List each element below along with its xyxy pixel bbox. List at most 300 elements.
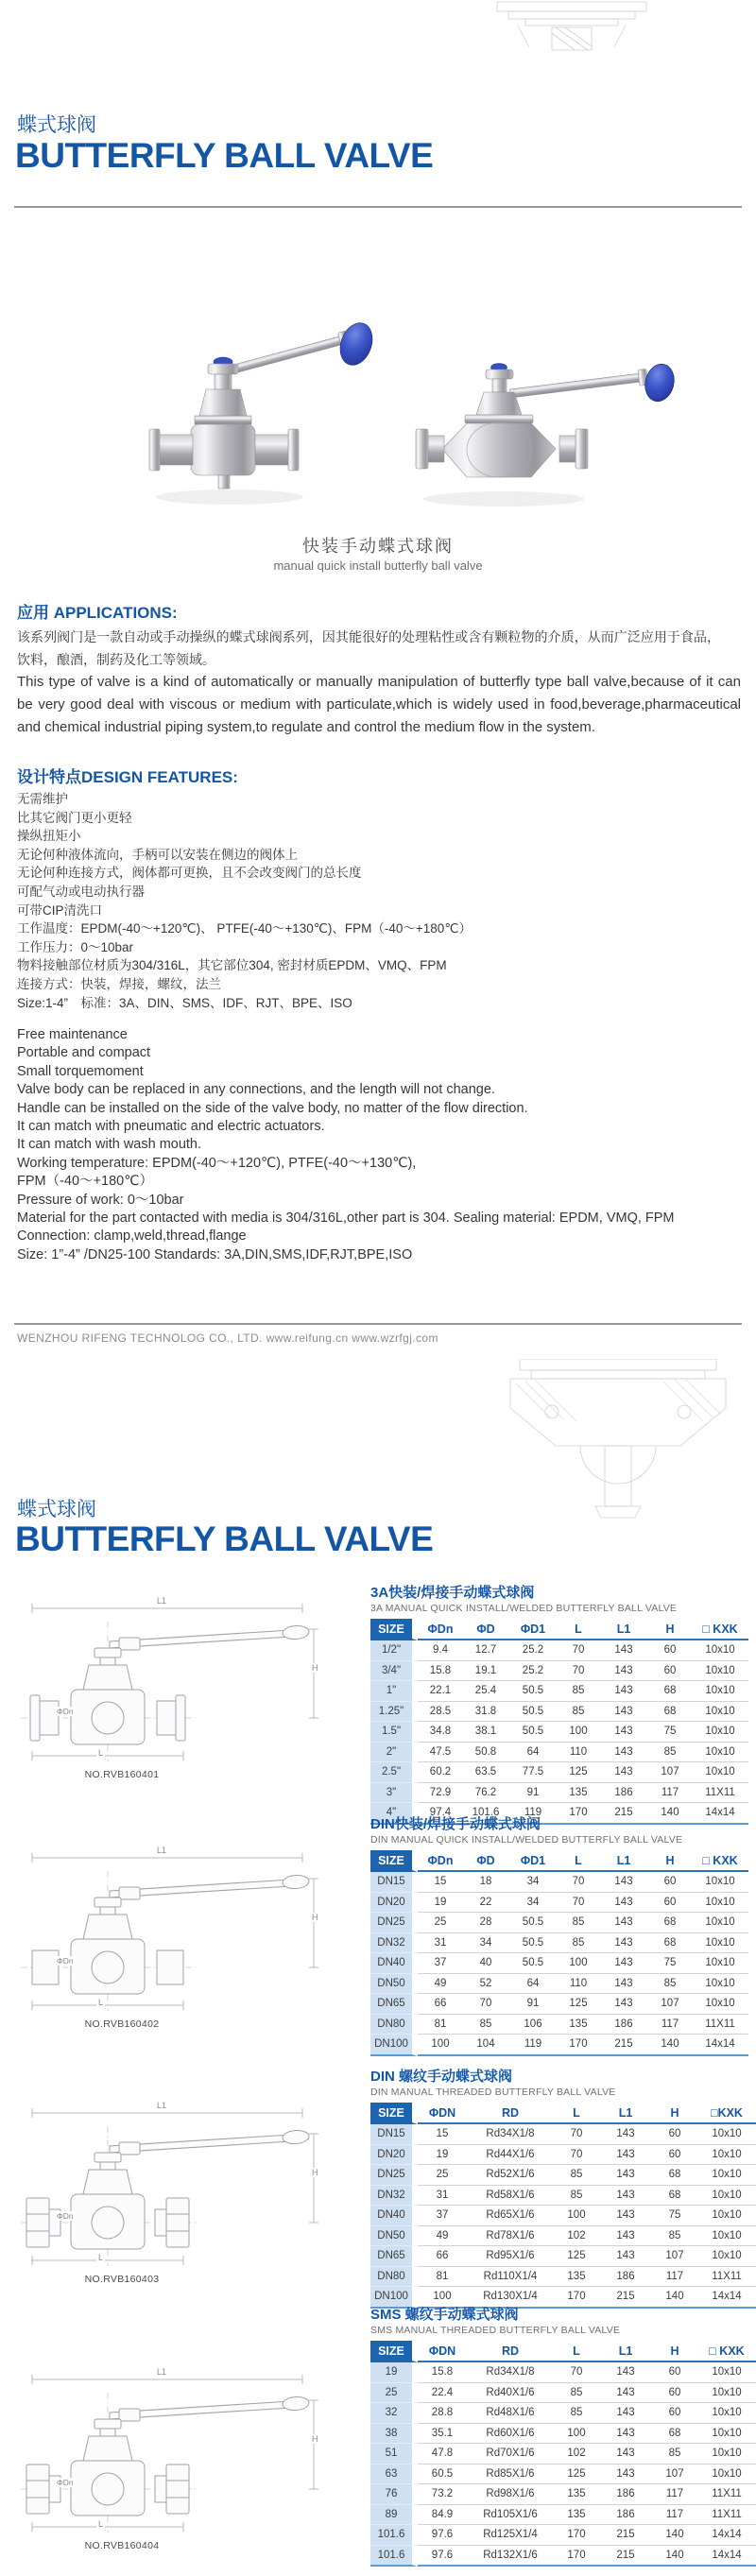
column-header: L1	[599, 1619, 648, 1640]
table-cell: 85	[463, 2015, 508, 2035]
feature-line: Free maintenance	[17, 1027, 128, 1042]
table-cell: 107	[648, 1994, 692, 2015]
table-cell: 14x14	[697, 2546, 756, 2567]
table-cell: 28.5	[418, 1702, 463, 1723]
table-block-din-clamp	[370, 1815, 756, 2056]
page2-title-en: BUTTERFLY BALL VALVE	[15, 1520, 434, 1558]
table-cell: 34.8	[418, 1722, 463, 1743]
feature-line: Size: 1”-4” /DN25-100 Standards: 3A,DIN,SMS,IDF,RJT,BPE,ISO	[17, 1246, 413, 1262]
valve-drawing-weld	[13, 1848, 325, 2015]
table-cell: 70	[558, 1640, 599, 1661]
table-cell: Rd70X1/6	[467, 2444, 554, 2464]
table-cell: 143	[599, 2124, 652, 2145]
table-cell: Rd44X1/6	[467, 2145, 554, 2166]
table-cell: DN65	[370, 1994, 418, 2015]
table-cell: 85	[558, 1933, 599, 1954]
table-cell: 215	[599, 2546, 652, 2567]
table-row	[370, 2444, 756, 2464]
table-cell: 143	[599, 1640, 648, 1661]
table-cell: 10x10	[692, 1953, 748, 1974]
table-cell: 10x10	[697, 2186, 756, 2207]
table-cell: 2"	[370, 1743, 418, 1763]
table-row	[370, 2525, 756, 2546]
table-cell: 135	[554, 2267, 599, 2288]
table-cell: 89	[370, 2505, 418, 2526]
table-cell: 125	[554, 2246, 599, 2267]
cad-drawing-fragment-page2	[493, 1359, 744, 1520]
table-cell: 47.8	[418, 2444, 467, 2464]
table-cell: 34	[463, 1933, 508, 1954]
table-cell: 170	[554, 2525, 599, 2546]
table-cell: 117	[652, 2484, 697, 2505]
table-block-3a	[370, 1584, 756, 1825]
table-cell: 14x14	[697, 2525, 756, 2546]
technical-drawing-3	[13, 2101, 327, 2293]
table-row	[370, 1994, 748, 2015]
table-cell: 22.1	[418, 1681, 463, 1702]
feature-line: Small torquemoment	[17, 1063, 144, 1079]
table-cell: 60	[648, 1893, 692, 1914]
table-cell: 10x10	[697, 2444, 756, 2464]
column-header: L1	[599, 2341, 652, 2362]
table-cell: 143	[599, 2226, 652, 2247]
feature-line: It can match with pneumatic and electric actuators.	[17, 1119, 325, 1135]
table-cell: 14x14	[692, 1803, 748, 1825]
column-header: SIZE	[370, 1619, 418, 1640]
table-row	[370, 2505, 756, 2526]
table-cell: 100	[558, 1953, 599, 1974]
table-cell: DN40	[370, 1953, 418, 1974]
column-header: H	[648, 1619, 692, 1640]
table-cell: DN50	[370, 1974, 418, 1995]
table-cell: Rd105X1/6	[467, 2505, 554, 2526]
table-cell: 119	[508, 1803, 558, 1825]
table-cell: 18	[463, 1872, 508, 1893]
feature-line: 工作压力：0～10bar	[17, 939, 134, 954]
column-header: RD	[467, 2103, 554, 2124]
table-cell: 68	[648, 1681, 692, 1702]
table-cell: Rd130X1/4	[467, 2287, 554, 2309]
table-cell: 125	[558, 1762, 599, 1783]
table-row	[370, 2206, 756, 2226]
table-cell: Rd34X1/8	[467, 2362, 554, 2383]
column-header: H	[648, 1850, 692, 1872]
table-cell: 186	[599, 2484, 652, 2505]
table-cell: DN20	[370, 1893, 418, 1914]
table-cell: 215	[599, 1803, 648, 1825]
table-cell: 19	[370, 2362, 418, 2383]
table-cell: Rd58X1/6	[467, 2186, 554, 2207]
table-cell: 35.1	[418, 2424, 467, 2445]
spec-table-din-clamp	[370, 1850, 756, 2056]
table-cell: 70	[558, 1872, 599, 1893]
table-cell: 110	[558, 1974, 599, 1995]
table-cell: 143	[599, 1933, 648, 1954]
table-cell: 11X11	[692, 1783, 748, 1804]
table-row	[370, 1681, 748, 1702]
column-header: ΦDn	[418, 1850, 463, 1872]
column-header: ΦD	[463, 1850, 508, 1872]
table-cell: 107	[652, 2464, 697, 2485]
table-cell: 49	[418, 2226, 467, 2247]
table-row	[370, 2464, 756, 2485]
table-cell: 170	[558, 1803, 599, 1825]
table-cell: 63.5	[463, 1762, 508, 1783]
table-cell: Rd125X1/4	[467, 2525, 554, 2546]
table-cell: 107	[652, 2246, 697, 2267]
design-features-en	[17, 1026, 747, 1264]
valve-drawing-clamp	[13, 1599, 325, 1765]
table-row	[370, 1933, 748, 1954]
table-cell: 25.2	[508, 1640, 558, 1661]
table-cell: 143	[599, 1762, 648, 1783]
table-row	[370, 2226, 756, 2247]
table-cell: 15.8	[418, 2362, 467, 2383]
column-header: ΦDn	[418, 1619, 463, 1640]
feature-line: Pressure of work: 0～10bar	[17, 1192, 184, 1208]
table-cell: 68	[652, 2424, 697, 2445]
table-cell: 117	[652, 2267, 697, 2288]
feature-line: 无论何种液体流向，手柄可以安装在侧边的阀体上	[17, 847, 298, 862]
column-header: H	[652, 2341, 697, 2362]
table-cell: Rd110X1/4	[467, 2267, 554, 2288]
table-cell: Rd48X1/6	[467, 2403, 554, 2424]
table-cell: 84.9	[418, 2505, 467, 2526]
dim-label-l: L	[98, 2253, 104, 2262]
table-cell: 50.5	[508, 1953, 558, 1974]
product-photo-left	[140, 308, 378, 508]
table-cell: 34	[508, 1893, 558, 1914]
column-header: L	[554, 2341, 599, 2362]
valve-drawing-thread	[13, 2104, 325, 2270]
table-title-zh: DIN 螺纹手动蝶式球阀	[370, 2069, 513, 2085]
table-cell: 10x10	[697, 2403, 756, 2424]
column-header: ΦD1	[508, 1850, 558, 1872]
table-row	[370, 1743, 748, 1763]
table-cell: 143	[599, 2165, 652, 2186]
table-cell: 64	[508, 1974, 558, 1995]
table-cell: 107	[648, 1762, 692, 1783]
table-cell: 4"	[370, 1803, 418, 1825]
photo-caption-zh: 快装手动蝶式球阀	[302, 537, 454, 556]
table-cell: 37	[418, 1953, 463, 1974]
table-cell: 40	[463, 1953, 508, 1974]
table-cell: 81	[418, 2267, 467, 2288]
table-cell: 37	[418, 2206, 467, 2226]
applications-text-zh: 该系列阀门是一款自动或手动操纵的蝶式球阀系列，因其能很好的处理粘性或含有颗粒物的介质，从而广泛应用于食品，饮料，酿酒，制药及化工等领域。	[17, 629, 720, 667]
dim-label-h: H	[312, 1913, 318, 1922]
table-cell: 10x10	[697, 2206, 756, 2226]
column-header: RD	[467, 2341, 554, 2362]
page1-title-zh: 蝶式球阀	[17, 114, 96, 136]
table-cell: 143	[599, 1681, 648, 1702]
column-header: SIZE	[370, 2341, 418, 2362]
table-header-row	[370, 1619, 748, 1640]
table-cell: 10x10	[697, 2226, 756, 2247]
table-cell: 73.2	[418, 2484, 467, 2505]
table-cell: 25	[418, 1913, 463, 1933]
table-cell: 143	[599, 2246, 652, 2267]
table-cell: Rd85X1/6	[467, 2464, 554, 2485]
table-cell: 135	[558, 2015, 599, 2035]
feature-line: Handle can be installed on the side of the valve body, no matter of the flow direction.	[17, 1100, 528, 1116]
table-cell: 70	[558, 1661, 599, 1682]
table-cell: 186	[599, 2015, 648, 2035]
table-cell: 15	[418, 1872, 463, 1893]
table-cell: 143	[599, 1702, 648, 1723]
table-cell: 10x10	[697, 2124, 756, 2145]
table-cell: 10x10	[692, 1933, 748, 1954]
feature-line: It can match with wash mouth.	[17, 1137, 202, 1153]
table-cell: 70	[554, 2362, 599, 2383]
table-row	[370, 1661, 748, 1682]
spec-table	[370, 1619, 748, 1825]
column-header: L	[554, 2103, 599, 2124]
drawing-number: NO.RVB160402	[84, 2018, 160, 2030]
table-cell: 60.2	[418, 1762, 463, 1783]
table-row	[370, 1640, 748, 1661]
table-cell: 3"	[370, 1783, 418, 1804]
table-cell: 100	[558, 1722, 599, 1743]
table-cell: Rd60X1/6	[467, 2424, 554, 2445]
table-cell: 97.6	[418, 2546, 467, 2567]
feature-line: 可配气动或电动执行器	[17, 884, 145, 899]
table-cell: 11X11	[692, 2015, 748, 2035]
table-header-row	[370, 2103, 756, 2124]
table-row	[370, 1893, 748, 1914]
table-cell: 81	[418, 2015, 463, 2035]
table-row	[370, 2035, 748, 2056]
table-cell: DN20	[370, 2145, 418, 2166]
table-cell: 85	[652, 2226, 697, 2247]
table-cell: 3/4"	[370, 1661, 418, 1682]
table-cell: 10x10	[692, 1681, 748, 1702]
table-row	[370, 2165, 756, 2186]
table-cell: 70	[554, 2124, 599, 2145]
feature-line: 操纵扭矩小	[17, 829, 81, 844]
feature-line: Valve body can be replaced in any connections, and the length will not change.	[17, 1082, 495, 1098]
table-cell: Rd98X1/6	[467, 2484, 554, 2505]
spec-table-din-thread	[370, 2103, 756, 2309]
table-cell: 28.8	[418, 2403, 467, 2424]
table-cell: 32	[370, 2403, 418, 2424]
drawing-number: NO.RVB160401	[84, 1769, 160, 1780]
table-cell: 85	[558, 1702, 599, 1723]
table-cell: 186	[599, 2505, 652, 2526]
table-cell: 170	[554, 2546, 599, 2567]
table-cell: 68	[648, 1933, 692, 1954]
feature-line: 连接方式：快装，焊接，螺纹，法兰	[17, 976, 221, 991]
table-row	[370, 1913, 748, 1933]
table-row	[370, 1974, 748, 1995]
table-cell: DN100	[370, 2035, 418, 2056]
table-cell: 143	[599, 2383, 652, 2404]
column-header: ΦD1	[508, 1619, 558, 1640]
table-cell: 215	[599, 2035, 648, 2056]
column-header: ΦDN	[418, 2341, 467, 2362]
table-title-en: 3A MANUAL QUICK INSTALL/WELDED BUTTERFLY BALL VALVE	[370, 1603, 678, 1614]
table-cell: 70	[554, 2145, 599, 2166]
table-cell: Rd65X1/6	[467, 2206, 554, 2226]
table-cell: 143	[599, 1893, 648, 1914]
table-cell: 66	[418, 1994, 463, 2015]
table-cell: 143	[599, 2362, 652, 2383]
table-cell: 140	[652, 2546, 697, 2567]
table-cell: 85	[648, 1743, 692, 1763]
table-cell: 143	[599, 1913, 648, 1933]
technical-drawing-4	[13, 2367, 327, 2559]
table-cell: 14x14	[692, 2035, 748, 2056]
table-cell: 14x14	[697, 2287, 756, 2309]
table-cell: DN40	[370, 2206, 418, 2226]
table-cell: 1"	[370, 1681, 418, 1702]
feature-line: Working temperature: EPDM(-40～+120℃), PTFE(-40～+130℃),	[17, 1155, 417, 1171]
table-cell: 10x10	[697, 2464, 756, 2485]
table-cell: Rd95X1/6	[467, 2246, 554, 2267]
table-row	[370, 1953, 748, 1974]
table-cell: 10x10	[692, 1893, 748, 1914]
table-row	[370, 2186, 756, 2207]
feature-line: Portable and compact	[17, 1045, 151, 1061]
table-cell: 60.5	[418, 2464, 467, 2485]
table-cell: 135	[558, 1783, 599, 1804]
table-cell: 106	[508, 2015, 558, 2035]
dim-label-h: H	[312, 2168, 318, 2177]
dim-label-dn: ΦDn	[57, 2211, 74, 2221]
table-cell: 140	[652, 2525, 697, 2546]
footer-rule	[14, 1323, 742, 1325]
table-cell: 31	[418, 1933, 463, 1954]
table-cell: DN32	[370, 2186, 418, 2207]
table-cell: DN32	[370, 1933, 418, 1954]
table-cell: DN15	[370, 1872, 418, 1893]
table-cell: DN65	[370, 2246, 418, 2267]
table-cell: 10x10	[697, 2246, 756, 2267]
table-cell: 91	[508, 1994, 558, 2015]
table-cell: 50.5	[508, 1722, 558, 1743]
table-cell: Rd34X1/8	[467, 2124, 554, 2145]
table-cell: 50.5	[508, 1681, 558, 1702]
design-features-zh	[17, 790, 745, 1012]
table-cell: 10x10	[697, 2424, 756, 2445]
table-cell: 15	[418, 2124, 467, 2145]
drawing-number: NO.RVB160404	[84, 2540, 160, 2551]
table-cell: 22.4	[418, 2383, 467, 2404]
table-cell: 100	[418, 2035, 463, 2056]
table-cell: 85	[652, 2444, 697, 2464]
column-header: □KXK	[697, 2103, 756, 2124]
table-cell: 60	[652, 2124, 697, 2145]
table-cell: 143	[599, 1661, 648, 1682]
column-header: H	[652, 2103, 697, 2124]
table-cell: 101.6	[370, 2525, 418, 2546]
table-cell: 215	[599, 2525, 652, 2546]
table-cell: 60	[648, 1661, 692, 1682]
table-cell: 104	[463, 2035, 508, 2056]
cad-drawing-fragment-top	[490, 0, 655, 53]
table-cell: 50.5	[508, 1913, 558, 1933]
table-cell: 85	[554, 2186, 599, 2207]
table-title-zh: 3A快装/焊接手动蝶式球阀	[370, 1585, 535, 1601]
table-cell: DN80	[370, 2015, 418, 2035]
table-cell: 60	[652, 2383, 697, 2404]
table-cell: 28	[463, 1913, 508, 1933]
table-block-sms-thread	[370, 2306, 756, 2567]
table-cell: 60	[652, 2362, 697, 2383]
column-header: L	[558, 1850, 599, 1872]
table-cell: 75	[652, 2206, 697, 2226]
dim-label-l: L	[98, 2519, 104, 2529]
spec-table-sms-thread	[370, 2341, 756, 2567]
table-block-din-thread	[370, 2068, 756, 2309]
dim-label-dn: ΦDn	[57, 2478, 74, 2487]
applications-text-en: This type of valve is a kind of automatically or manually manipulation of butterfly type ball valve,because of it can be very good deal with viscous or medium with particulate,which is widely used in food,beverage,pharmaceutical and chemical industrial piping system,to regulate and control the medium flow in the system.	[17, 674, 741, 735]
table-cell: 63	[370, 2464, 418, 2485]
column-header: ΦD	[463, 1619, 508, 1640]
table-row	[370, 2015, 748, 2035]
table-cell: 135	[554, 2484, 599, 2505]
table-cell: 91	[508, 1783, 558, 1804]
page1-title-en: BUTTERFLY BALL VALVE	[15, 136, 434, 175]
table-cell: 2.5"	[370, 1762, 418, 1783]
feature-line: 可带CIP清洗口	[17, 902, 103, 918]
table-cell: 15.8	[418, 1661, 463, 1682]
column-header: □ KXK	[697, 2341, 756, 2362]
column-header: ΦDN	[418, 2103, 467, 2124]
table-cell: 50.5	[508, 1933, 558, 1954]
table-cell: 25	[370, 2383, 418, 2404]
table-cell: 50.5	[508, 1702, 558, 1723]
table-cell: 60	[652, 2145, 697, 2166]
table-cell: 10x10	[692, 1762, 748, 1783]
table-cell: Rd78X1/6	[467, 2226, 554, 2247]
table-cell: 143	[599, 1872, 648, 1893]
table-row	[370, 1722, 748, 1743]
table-cell: 102	[554, 2226, 599, 2247]
table-cell: 143	[599, 1974, 648, 1995]
table-cell: DN25	[370, 1913, 418, 1933]
table-cell: 170	[554, 2287, 599, 2309]
table-cell: 10x10	[692, 1722, 748, 1743]
table-cell: 76	[370, 2484, 418, 2505]
table-row	[370, 2383, 756, 2404]
column-header: □ KXK	[692, 1619, 748, 1640]
table-cell: 135	[554, 2505, 599, 2526]
table-cell: 85	[554, 2165, 599, 2186]
table-cell: 100	[418, 2287, 467, 2309]
dim-label-l1: L1	[157, 2101, 167, 2110]
table-cell: 1.25"	[370, 1702, 418, 1723]
table-cell: 140	[652, 2287, 697, 2309]
table-row	[370, 1762, 748, 1783]
table-cell: 10x10	[697, 2362, 756, 2383]
table-cell: 38.1	[463, 1722, 508, 1743]
table-cell: 52	[463, 1974, 508, 1995]
table-cell: 66	[418, 2246, 467, 2267]
dim-label-l1: L1	[157, 1596, 167, 1606]
table-cell: 186	[599, 1783, 648, 1804]
table-cell: 125	[558, 1994, 599, 2015]
table-cell: 1/2"	[370, 1640, 418, 1661]
table-cell: 70	[463, 1994, 508, 2015]
table-cell: 68	[648, 1913, 692, 1933]
table-cell: 85	[554, 2403, 599, 2424]
table-cell: DN25	[370, 2165, 418, 2186]
column-header: L1	[599, 1850, 648, 1872]
table-row	[370, 2403, 756, 2424]
table-cell: 11X11	[697, 2505, 756, 2526]
table-cell: 102	[554, 2444, 599, 2464]
